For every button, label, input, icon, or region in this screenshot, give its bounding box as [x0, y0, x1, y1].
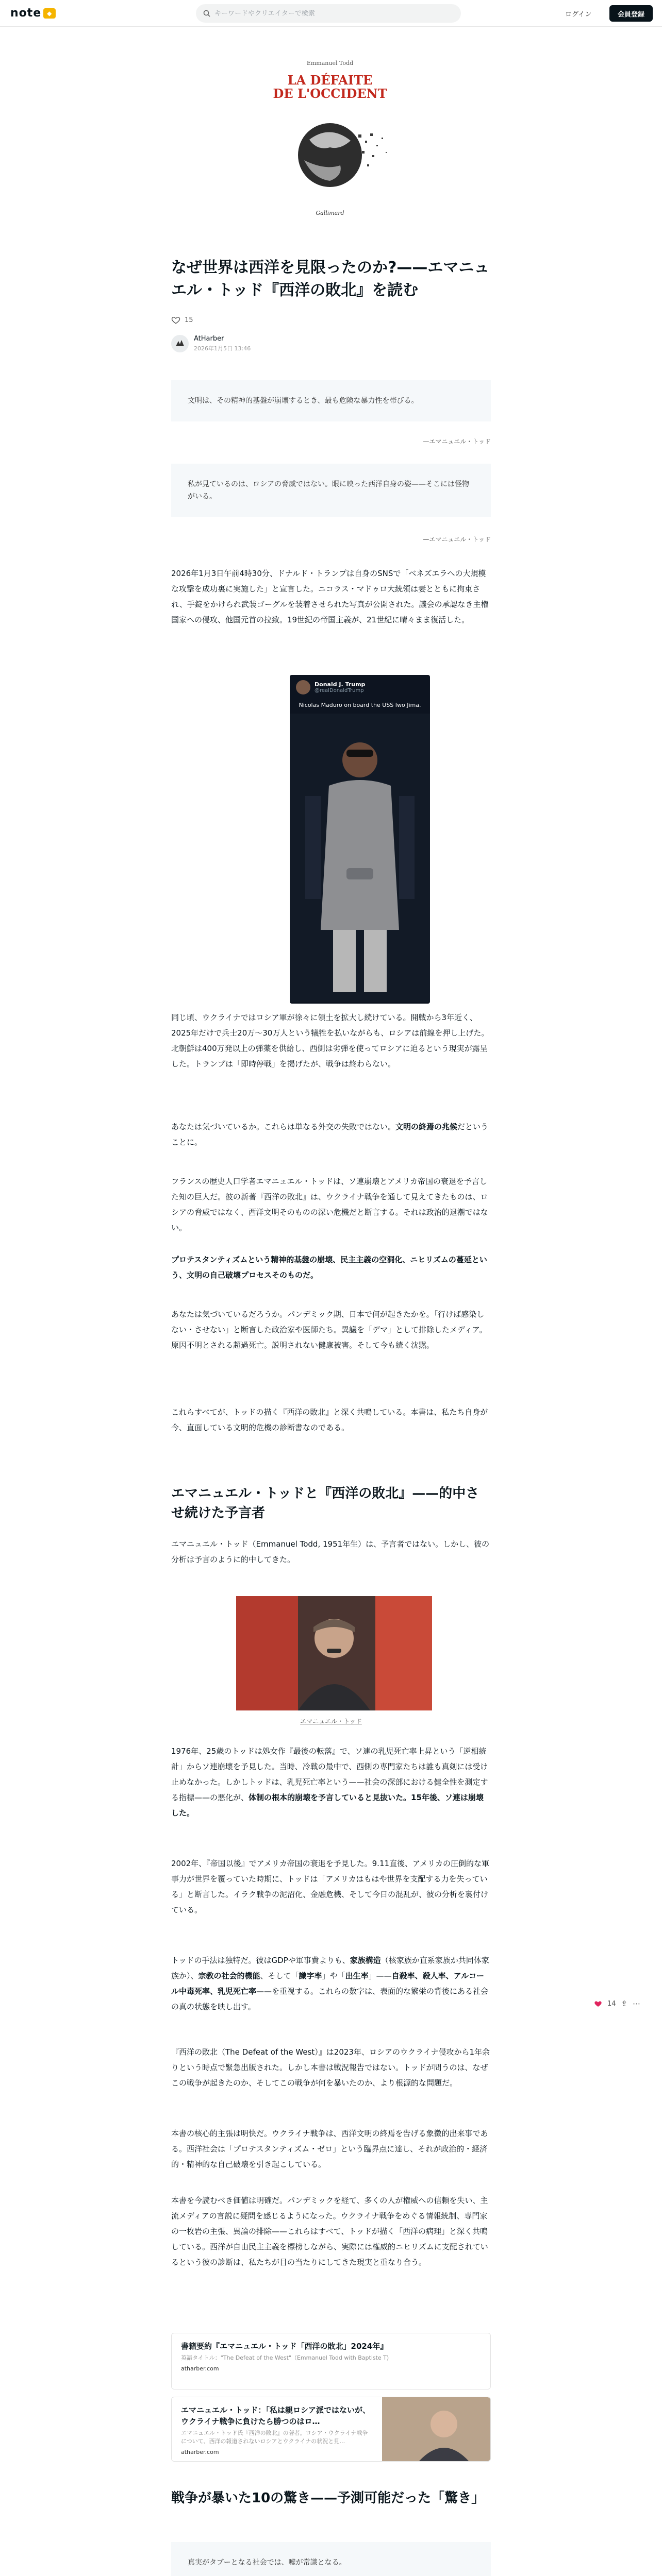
text-run: だということに。	[171, 1122, 489, 1147]
bold-text: 宗教の社会的機能	[198, 1971, 260, 1980]
search-input[interactable]	[214, 10, 454, 18]
publish-date: 2026年1月5日 13:46	[194, 345, 251, 352]
paragraph: フランスの歴史人口学者エマニュエル・トッドは、ソ連崩壊とアメリカ帝国の衰退を予言した知の巨人だ。彼の新著『西洋の敗北』は、ウクライナ戦争を通して見えてきたものは、ロシアの脅威ではなく、西洋文明そのものの深い危機だと断言する。それは政治的退潮ではない。	[171, 1177, 488, 1232]
link-card-todd-interview[interactable]	[171, 2397, 491, 2462]
cover-author: Emmanuel Todd	[306, 60, 354, 66]
paragraph: 2026年1月3日午前4時30分、ドナルド・トランプは自身のSNSで「ベネズエラへの大規模な攻撃を成功裏に実施した」と宣言した。ニコラス・マドゥロ大統領は妻とともに拘束され、手錠をかけられ武装ゴーグルを装着させられた写真が公開された。議会の承認なき主権国家への侵攻、他国元首の拉致。19世紀の帝国主義が、21世紀に晴々まま復活した。	[171, 569, 489, 624]
todd-portrait-figure	[236, 1596, 432, 1710]
card-thumbnail	[382, 2397, 490, 2461]
book-cover-image	[253, 47, 407, 226]
text-run: ——を重視する。これらの数字は、表面的な繁栄の背後にある社会の真の状態を映し出す。	[171, 1987, 489, 2011]
detained-person-figure	[290, 714, 430, 1002]
todd-photo-caption[interactable]: エマニュエル・トッド	[300, 1718, 362, 1725]
bold-text: 自殺率、殺人率、アルコール中毒死率、乳児死亡率	[171, 1971, 485, 1996]
cover-title	[253, 74, 407, 100]
text-run: 」や「	[322, 1971, 345, 1980]
paragraph: 同じ頃、ウクライナではロシア軍が徐々に領土を拡大し続けている。開戦から3年近く、2025年だけで兵士20万〜30万人という犠牲を払いながらも、ロシアは前線を押し上げた。北朝鮮は400万発以上の弾薬を供給し、西側は劣弾を使ってロシアに迫るという現実が露呈した。トランプは「即時停戦」を掲げたが、戦争は終わらない。	[171, 1013, 489, 1069]
cover-globe-illustration	[253, 104, 407, 207]
todd-portrait-image	[236, 1596, 432, 1710]
signup-button[interactable]: 会員登録	[609, 5, 653, 22]
quote-attribution-1: —エマニュエル・トッド	[423, 438, 491, 445]
author-avatar[interactable]	[171, 335, 189, 352]
bold-text: 文明の終焉の兆候	[395, 1122, 458, 1131]
author-name[interactable]: AtHarber	[194, 335, 224, 343]
paragraph: 『西洋の敗北（The Defeat of the West）』は2023年、ロシアのウクライナ侵攻から1年余りという時点で緊急出版された。しかし本書は戦況報告ではない。トッドが問うのは、なぜこの戦争が起きたのか、そしてこの戦争が何を暴いたのか、より根源的な問題だ。	[171, 2047, 490, 2088]
card-title: 書籍要約『エマニュエル・トッド「西洋の敗北」2024年』	[181, 2342, 388, 2351]
card-thumbnail-figure	[382, 2397, 490, 2461]
bold-text: 識字率	[299, 1971, 322, 1980]
quote-attribution-2: —エマニュエル・トッド	[423, 536, 491, 543]
top-navigation-bar	[0, 0, 662, 27]
bold-text: 出生率	[345, 1971, 369, 1980]
card-domain: atharber.com	[181, 2365, 219, 2372]
floating-like-count: 14	[607, 1999, 616, 2008]
paragraph-bold: プロテスタンティズムという精神的基盤の崩壊、民主主義の空洞化、ニヒリズムの蔓延という、文明の自己破壊プロセスそのものだ。	[171, 1255, 487, 1280]
text-run: 」——	[368, 1971, 392, 1980]
logo-text: note	[10, 7, 42, 20]
quote-text: 文明は、その精神的基盤が崩壊するとき、最も危険な暴力性を帯びる。	[188, 397, 419, 405]
bold-text: 体制の根本的崩壊を予言していると見抜いた。15年後、ソ連は崩壊した。	[171, 1793, 484, 1818]
search-icon	[203, 10, 210, 17]
like-count: 15	[185, 316, 193, 324]
heart-icon[interactable]	[594, 1999, 602, 2008]
card-description: 英語タイトル："The Defeat of the West"（Emmanuel Todd with Baptiste T)	[181, 2354, 389, 2361]
bold-text: 家族構造	[350, 1956, 381, 1965]
article-title: なぜ世界は西洋を見限ったのか?——エマニュエル・トッド『西洋の敗北』を読む	[171, 259, 490, 299]
quote-text: 私が見ているのは、ロシアの脅威ではない。眼に映った西洋自身の姿——そこには怪物がいる。	[188, 480, 469, 501]
tweet-caption: Nicolas Maduro on board the USS Iwo Jima.	[299, 702, 421, 708]
cover-title-line1: LA DÉFAITE	[287, 73, 373, 88]
maduro-tweet-image	[290, 675, 430, 1004]
text-run: 、そして「	[260, 1971, 299, 1980]
quote-text: 真実がタブーとなる社会では、嘘が常識となる。	[188, 2558, 346, 2567]
paragraph: これらすべてが、トッドの描く『西洋の敗北』と深く共鳴している。本書は、私たち自身が今、直面している文明的危機の診断書なのである。	[171, 1408, 488, 1432]
paragraph: あなたは気づいているだろうか。パンデミック期、日本で何が起きたかを。「行けば感染しない・させない」と断言した政治家や医師たち。異議を「デマ」として排除したメディア。原因不明とされる超過死亡。説明されない健康被害。そして今も続く沈黙。	[171, 1310, 487, 1350]
login-button[interactable]: ログイン	[565, 10, 592, 19]
link-card-book-summary[interactable]	[171, 2333, 491, 2389]
author-avatar-icon	[174, 338, 186, 349]
tweet-avatar	[296, 680, 310, 694]
logo-badge-icon: ◆	[43, 8, 56, 19]
text-run: （核家族か直系家族か共同体家族か）、	[171, 1956, 489, 1980]
paragraph: エマニュエル・トッド（Emmanuel Todd, 1951年生）は、予言者ではない。しかし、彼の分析は予言のように的中してきた。	[171, 1539, 490, 1564]
quote-block-1	[171, 380, 491, 421]
paragraph	[171, 1953, 491, 2014]
cover-publisher: Gallimard	[316, 210, 344, 216]
section-heading: 戦争が暴いた10の驚き——予測可能だった「驚き」	[171, 2490, 485, 2506]
card-description: エマニュエル・トッド氏『西洋の敗北』の著者。ロシア・ウクライナ戦争について、西洋の報道されないロシアとウクライナの状況と見…	[181, 2430, 368, 2445]
tweet-user: Donald J. Trump	[315, 681, 366, 688]
paragraph: 本書を今読むべき価値は明確だ。パンデミックを経て、多くの人が権威への信頼を失い、主流メディアの言説に疑問を感じるようになった。ウクライナ戦争をめぐる情報統制、専門家の一枚岩の主張、異論の排除——これらはすべて、トッドが描く「西洋の病理」と深く共鳴している。西洋が自由民主主義を標榜しながら、実際には権威的ニヒリズムに支配されているという彼の診断は、私たちが目の当たりにしてきた現実と重なり合う。	[171, 2196, 488, 2267]
more-options-icon[interactable]: ⋯	[633, 1999, 641, 2008]
tweet-handle: @realDonaldTrump	[315, 688, 364, 693]
section-heading: エマニュエル・トッドと『西洋の敗北』——的中させ続けた予言者	[171, 1486, 479, 1521]
card-domain: atharber.com	[181, 2449, 219, 2455]
text-run: トッドの手法は独特だ。彼はGDPや軍事費よりも、	[171, 1956, 350, 1965]
like-row	[171, 315, 491, 325]
text-run: あなたは気づいているか。これらは単なる外交の失敗ではない。	[171, 1122, 396, 1131]
author-row	[171, 335, 491, 352]
paragraph: 2002年、『帝国以後』でアメリカ帝国の衰退を予見した。9.11直後、アメリカの圧倒的な軍事力が世界を覆っていた時期に、トッドは「アメリカはもはや世界を支配する力を失っている」と断言した。イラク戦争の泥沼化、金融危機、そして今日の混乱が、彼の分析を裏付けている。	[171, 1859, 489, 1914]
heart-icon[interactable]	[171, 315, 180, 325]
paragraph	[171, 1119, 491, 1150]
paragraph: 本書の核心的主張は明快だ。ウクライナ戦争は、西洋文明の終焉を告げる象徴的出来事である。西洋社会は「プロテスタンティズム・ゼロ」という臨界点に達し、それが政治的・経済的・精神的な自己破壊を引き起こしている。	[171, 2129, 488, 2169]
floating-actions	[594, 1999, 640, 2008]
tweet-header	[290, 675, 430, 700]
share-icon[interactable]: ⇪	[621, 1999, 628, 2008]
orwell-quote-block	[171, 2542, 491, 2576]
card-title: エマニュエル・トッド：「私は親ロシア派ではないが、ウクライナ戦争に負けたら勝つのはロ…	[181, 2405, 371, 2426]
quote-block-2	[171, 464, 491, 517]
cover-title-line2: DE L'OCCIDENT	[273, 86, 387, 101]
search-bar[interactable]	[196, 4, 461, 23]
text-run: 1976年、25歳のトッドは処女作『最後の転落』で、ソ連の乳児死亡率上昇という「逆相統計」からソ連崩壊を予見した。当時、冷戦の最中で、西側の専門家たちは誰も真剣には受け止めなかった。しかしトッドは、乳児死亡率という——社会の深部における健全性を測定する指標——の悪化が、	[171, 1747, 488, 1802]
card-text	[172, 2397, 382, 2461]
note-logo[interactable]	[10, 7, 56, 20]
paragraph	[171, 1743, 491, 1821]
card-text	[172, 2333, 490, 2389]
